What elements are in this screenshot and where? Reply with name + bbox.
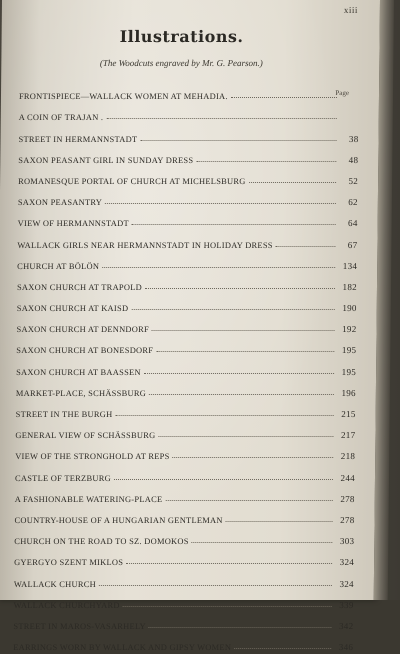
list-item [17, 273, 357, 294]
entry-title: SAXON CHURCH AT TRAPOLD [16, 282, 143, 292]
entry-title: A FASHIONABLE WATERING-PLACE [14, 494, 163, 504]
entry-title: SAXON CHURCH AT DENNDORF [16, 325, 150, 335]
page-heading: Illustrations. [119, 27, 244, 46]
entry-page: 190 [342, 303, 357, 314]
illustrations-list [13, 82, 359, 654]
entry-title: SAXON CHURCH AT BAASSEN [16, 367, 141, 377]
list-item [16, 379, 356, 400]
entry-page: 195 [341, 366, 357, 377]
entry-title: A COIN OF TRAJAN . [18, 113, 104, 123]
entry-page: 182 [342, 281, 358, 292]
dot-leader [115, 415, 333, 416]
entry-page: 339 [339, 599, 354, 610]
list-item [16, 336, 356, 357]
entry-page: 64 [347, 218, 358, 229]
list-item [15, 421, 355, 442]
dot-leader [226, 521, 333, 522]
list-item [18, 188, 358, 209]
dot-leader [249, 182, 336, 183]
entry-page: 62 [348, 197, 358, 208]
entry-title: SAXON PEASANTRY [17, 198, 103, 208]
list-item [14, 591, 354, 612]
dot-leader [144, 373, 334, 374]
entry-page: 342 [338, 620, 354, 631]
list-item [17, 230, 357, 251]
page-subtitle: (The Woodcuts engraved by Mr. G. Pearson.) [99, 58, 263, 68]
list-item [13, 633, 353, 654]
dot-leader [99, 585, 332, 586]
dot-leader [196, 161, 336, 162]
dot-leader [123, 606, 332, 607]
entry-page: 52 [348, 175, 359, 186]
dot-leader [173, 457, 334, 458]
list-item [16, 357, 356, 378]
entry-title: ROMANESQUE PORTAL OF CHURCH AT MICHELSBURG [18, 176, 246, 186]
entry-title: FRONTISPIECE—WALLACK WOMEN AT MEHADIA. [18, 92, 228, 102]
entry-page: 196 [341, 387, 356, 398]
entry-title: SAXON CHURCH AT KAISD [16, 304, 129, 314]
entry-page: 218 [340, 451, 356, 462]
list-item [16, 315, 356, 336]
list-item [14, 506, 354, 527]
entry-title: WALLACK CHURCH [13, 579, 97, 589]
list-item [15, 442, 355, 463]
entry-title: CHURCH ON THE ROAD TO SZ. DOMOKOS [14, 537, 189, 547]
dot-leader [105, 203, 336, 204]
list-item [18, 146, 358, 167]
dot-leader [165, 500, 332, 501]
entry-title: CASTLE OF TERZBURG [14, 473, 112, 483]
entry-title: CHURCH AT BÖLÖN [17, 261, 100, 271]
dot-leader [106, 118, 336, 119]
dot-leader [156, 351, 334, 352]
dot-leader [145, 288, 335, 289]
entry-title: STREET IN HERMANNSTADT [18, 134, 138, 144]
entry-page: 195 [341, 345, 357, 356]
entry-title: STREET IN THE BURGH [15, 410, 113, 419]
list-item [15, 463, 355, 484]
list-item [13, 612, 353, 633]
dot-leader [102, 267, 335, 268]
entry-page: 324 [339, 557, 355, 568]
entry-title: GYERGYO SZENT MIKLOS [14, 558, 124, 568]
entry-title: SAXON CHURCH AT BONESDORF [16, 346, 154, 356]
entry-page: 48 [348, 154, 359, 165]
page-column-label: Page [335, 89, 350, 97]
entry-page: 192 [342, 324, 357, 335]
list-item [14, 527, 354, 548]
dot-leader [158, 436, 333, 437]
entry-title: SAXON PEASANT GIRL IN SUNDAY DRESS [18, 155, 194, 165]
list-item [19, 103, 359, 124]
dot-leader [231, 97, 337, 98]
list-item [16, 400, 356, 421]
entry-title: COUNTRY-HOUSE OF A HUNGARIAN GENTLEMAN [14, 515, 223, 525]
dot-leader [192, 542, 333, 543]
entry-page: 217 [340, 430, 356, 441]
list-item [14, 569, 354, 590]
dot-leader [131, 309, 334, 310]
entry-title: STREET IN MAROS-VASARHELY [13, 621, 146, 631]
dot-leader [234, 648, 331, 649]
list-item [17, 252, 357, 273]
list-item [18, 167, 358, 188]
entry-title: WALLACK GIRLS NEAR HERMANNSTADT IN HOLIDAY DRESS [17, 240, 273, 250]
dot-leader [126, 563, 332, 564]
list-item [15, 485, 355, 506]
list-item [18, 209, 358, 230]
entry-page: 303 [339, 536, 355, 547]
dot-leader [149, 627, 332, 628]
dot-leader [140, 140, 336, 141]
entry-title: VIEW OF THE STRONGHOLD AT REPS [15, 452, 170, 462]
list-item [17, 294, 357, 315]
list-item [18, 124, 358, 145]
entry-page: 278 [340, 493, 355, 504]
dot-leader [132, 224, 336, 225]
entry-page: 67 [347, 239, 358, 250]
entry-page: 38 [348, 133, 359, 144]
entry-title: WALLACK CHURCHYARD [13, 600, 120, 610]
dot-leader [152, 330, 335, 331]
entry-title: MARKET-PLACE, SCHÄSSBURG [15, 388, 147, 398]
list-item [19, 82, 359, 103]
dot-leader [149, 394, 334, 395]
entry-page: 134 [342, 260, 358, 271]
dot-leader [114, 479, 333, 480]
entry-page: 278 [340, 514, 355, 525]
dot-leader [276, 246, 336, 247]
entry-title: VIEW OF HERMANNSTADT [17, 219, 129, 229]
list-item [14, 548, 354, 569]
page-number: xiii [343, 5, 358, 15]
entry-page: 244 [340, 472, 356, 483]
entry-page: 324 [339, 578, 354, 589]
entry-page: 215 [341, 409, 356, 419]
entry-title: GENERAL VIEW OF SCHÄSSBURG [15, 431, 156, 441]
entry-page: 346 [338, 642, 354, 653]
entry-title: EARRINGS WORN BY WALLACK AND GIPSY WOMEN [13, 643, 232, 653]
